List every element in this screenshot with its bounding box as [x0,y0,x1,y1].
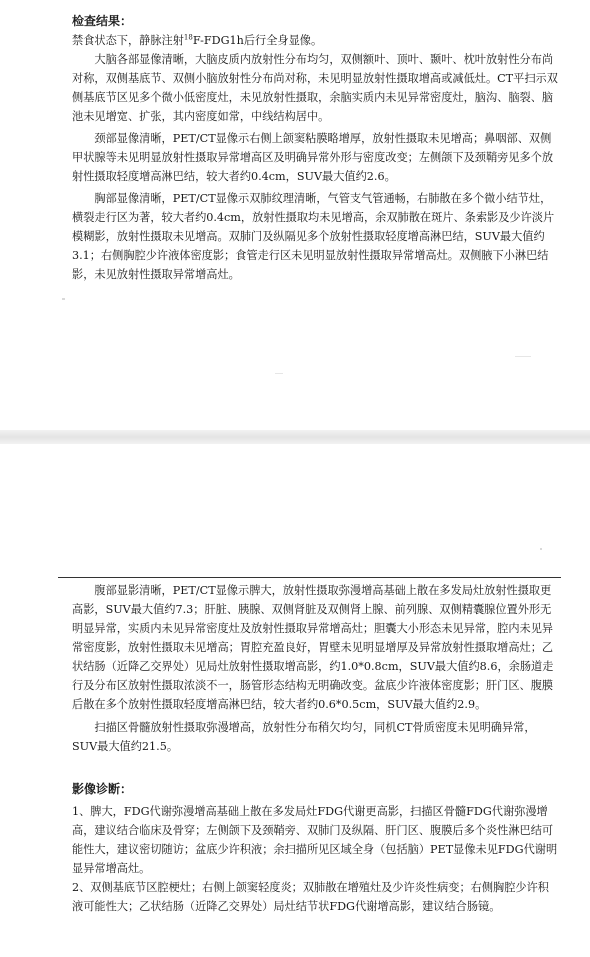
bone-findings: 扫描区骨髓放射性摄取弥漫增高，放射性分布稍欠均匀，同机CT骨质密度未见明确异常，SUV最大值约21.5。 [72,721,536,753]
diagnosis-item-2: 2、双侧基底节区腔梗灶；右侧上颌窦轻度炎；双肺散在增殖灶及少许炎性病变；右侧胸腔少许积液可能性大；乙状结肠（近降乙交界处）局灶结节状FDG代谢增高影，建议结合肠镜。 [72,881,549,913]
page-separator [0,430,590,444]
diagnosis-item-1: 1、脾大，FDG代谢弥漫增高基础上散在多发局灶FDG代谢更高影，扫描区骨髓FDG代谢弥漫增高，建议结合临床及骨穿；左侧颌下及颈鞘旁、双肺门及纵隔、肝门区、腹膜后多个炎性淋巴结可能性大，建议密切随访；盆底少许积液；余扫描所见区域全身（包括脑）PET显像未见FDG代谢明显异常增高灶。 [72,805,558,875]
brain-findings: 大脑各部显像清晰，大脑皮质内放射性分布均匀，双侧额叶、顶叶、颞叶、枕叶放射性分布尚对称，双侧基底节、双侧小脑放射性分布尚对称，未见明显放射性摄取增高或减低灶。CT平扫示双侧基底节区见多个微小低密度灶，未见放射性摄取，余脑实质内未见异常密度灶，脑沟、脑裂、脑池未见增宽、扩张，其内密度如常，中线结构居中。 [72,53,558,123]
abdomen-findings: 腹部显影清晰，PET/CT显像示脾大，放射性摄取弥漫增高基础上散在多发局灶放射性摄取更高影，SUV最大值约7.3；肝脏、胰腺、双侧肾脏及双侧肾上腺、前列腺、双侧精囊腺位置外形无明显异常，实质内未见异常密度灶及放射性摄取异常增高灶；胆囊大小形态未见异常，腔内未见异常密度影，放射性摄取未见增高；胃腔充盈良好，胃壁未见明显增厚及异常放射性摄取增高灶；乙状结肠（近降乙交界处）见局灶放射性摄取增高影，约1.0*0.8cm，SUV最大值约8.6，余肠道走行及分布区放射性摄取浓淡不一，肠管形态结构无明确改变。盆底少许液体密度影；肝门区、腹膜后散在多个放射性摄取轻度增高淋巴结，较大者约0.6*0.5cm，SUV最大值约2.9。 [72,584,554,711]
diagnosis-section [72,780,558,916]
results-continued [72,581,558,759]
results-section [72,12,558,287]
section-rule [58,577,561,578]
results-heading: 检查结果： [72,14,133,28]
scan-artifact [62,298,65,300]
isotope-superscript: 18 [183,33,193,42]
neck-findings: 颈部显像清晰，PET/CT显像示右侧上颌窦粘膜略增厚，放射性摄取未见增高；鼻咽部、双侧甲状腺等未见明显放射性摄取异常增高区及明确异常外形与密度改变；左侧颌下及颈鞘旁见多个放射性摄取轻度增高淋巴结，较大者约0.4cm，SUV最大值约2.6。 [72,132,554,183]
intro-line [72,31,558,50]
intro-prefix: 禁食状态下，静脉注射 [72,34,184,47]
diagnosis-heading: 影像诊断： [72,782,133,796]
scan-artifact [275,373,283,374]
intro-suffix: F-FDG1h后行全身显像。 [192,34,323,47]
scan-artifact [540,548,542,550]
scan-artifact [515,356,531,357]
chest-findings: 胸部显像清晰，PET/CT显像示双肺纹理清晰，气管支气管通畅，右肺散在多个微小结节灶，横裂走行区为著，较大者约0.4cm，放射性摄取均未见增高，余双肺散在斑片、条索影及少许淡片模糊影，放射性摄取未见增高。双肺门及纵隔见多个放射性摄取轻度增高淋巴结，SUV最大值约3.1；右侧胸腔少许液体密度影；食管走行区未见明显放射性摄取异常增高灶。双侧腋下小淋巴结影，未见放射性摄取异常增高灶。 [72,192,555,281]
